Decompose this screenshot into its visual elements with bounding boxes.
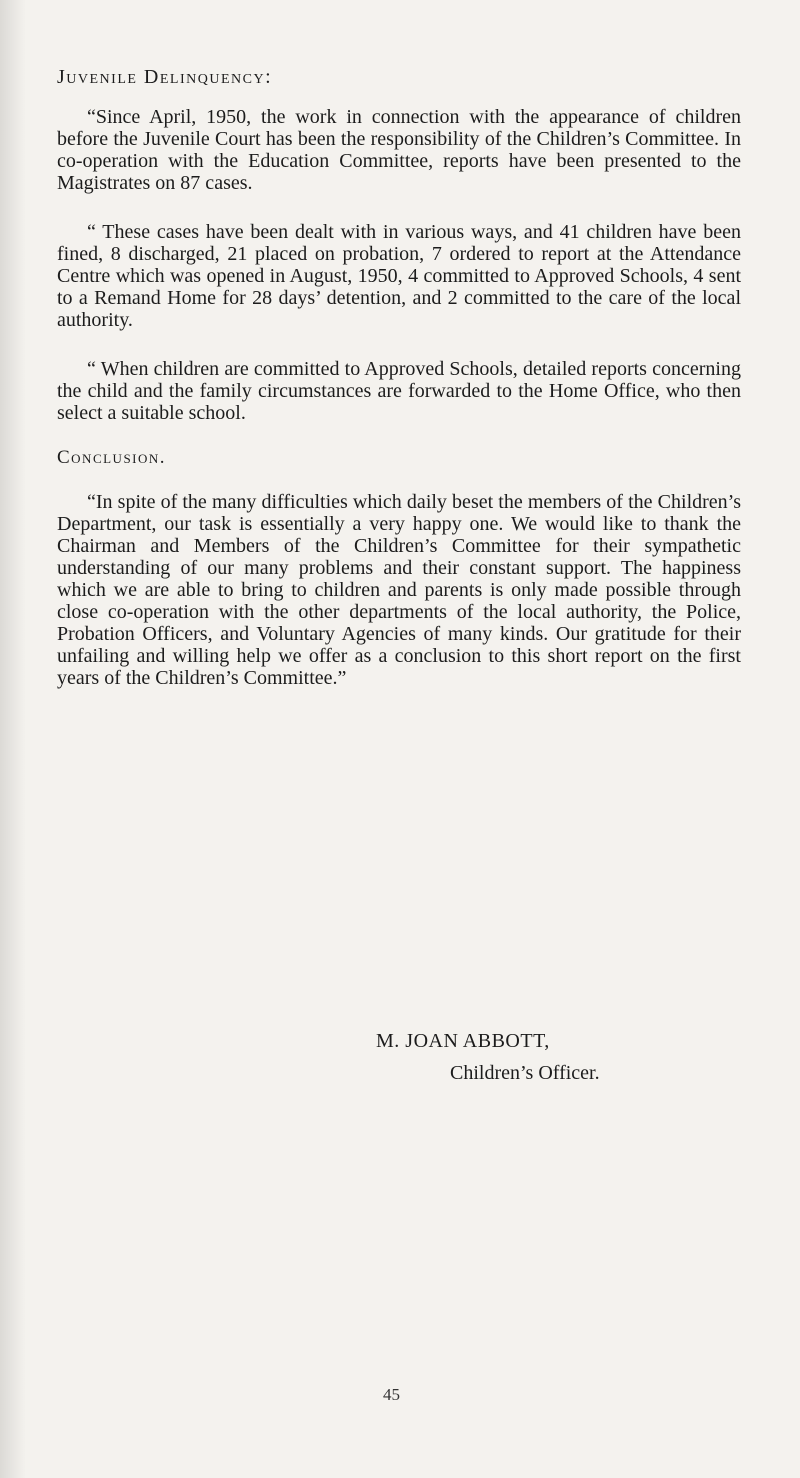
page-number: 45 bbox=[383, 1385, 400, 1404]
paragraph-approved-schools: “ When children are committed to Approved Schools, detailed reports concerning the child and the family circumstances are forwarded to the Home Office, who then select a suitable school. bbox=[57, 358, 741, 424]
section-heading-juvenile-delinquency: Juvenile Delinquency: bbox=[57, 66, 273, 88]
signatory-name: M. JOAN ABBOTT, bbox=[376, 1030, 550, 1052]
paragraph-conclusion: “In spite of the many difficulties which daily beset the members of the Children’s Department, our task is essentially a very happy one. We would like to thank the Chairman and Members of the Children’s Committee for their sympathetic understanding of our many problems and their constant support. The happiness which we are able to bring to children and parents is only made possible through close co-operation with the other departments of the local authority, the Police, Probation Officers, and Voluntary Agencies of many kinds. Our gratitude for their unfailing and willing help we offer as a conclusion to this short report on the first years of the Children’s Committee.” bbox=[57, 491, 741, 689]
section-heading-conclusion: Conclusion. bbox=[57, 447, 167, 468]
signatory-title: Children’s Officer. bbox=[450, 1062, 600, 1084]
signature-block bbox=[57, 1030, 741, 1110]
paragraph-case-outcomes: “ These cases have been dealt with in various ways, and 41 children have been fined, 8 discharged, 21 placed on probation, 7 ordered to report at the Attendance Centre which was opened in August, 1950, 4 committed to Approved Schools, 4 sent to a Remand Home for 28 days’ detention, and 2 committed to the care of the local authority. bbox=[57, 221, 741, 331]
paragraph-court-responsibility: “Since April, 1950, the work in connection with the appearance of children before the Juvenile Court has been the responsibility of the Children’s Committee. In co-operation with the Education Committee, reports have been presented to the Magistrates on 87 cases. bbox=[57, 106, 741, 194]
page-edge-shadow bbox=[0, 0, 26, 1478]
report-body bbox=[57, 62, 741, 716]
